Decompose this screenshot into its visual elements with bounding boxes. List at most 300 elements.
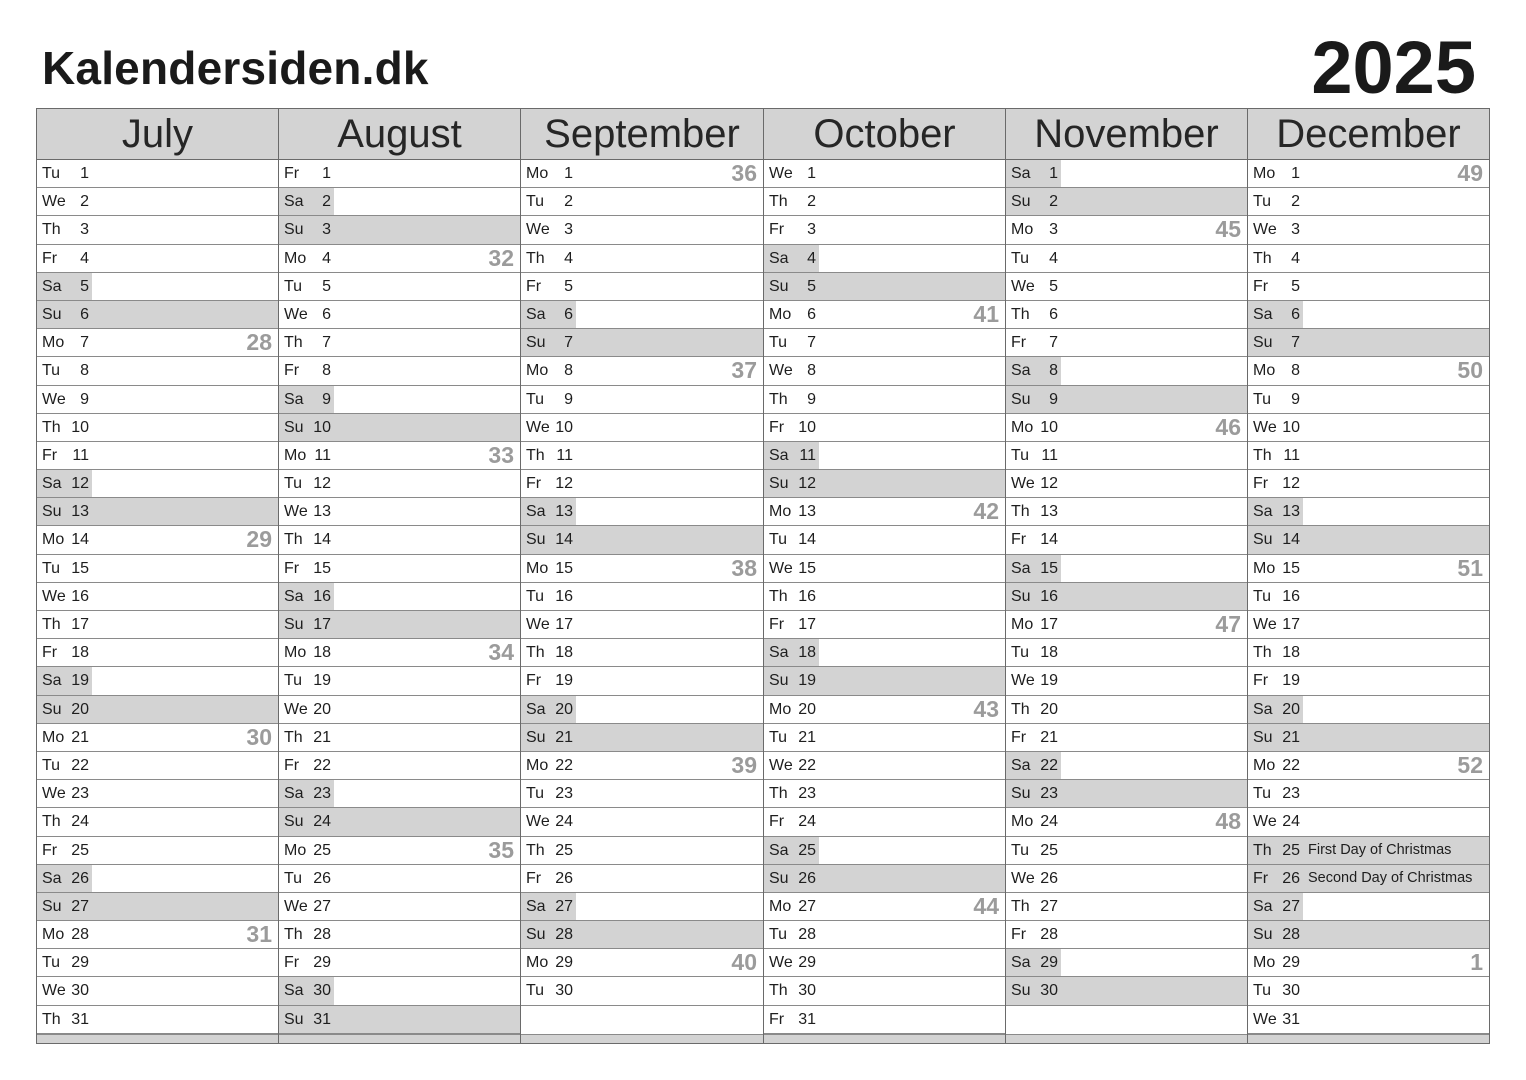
day-number: 7: [564, 334, 573, 352]
weekday-label: Fr: [1253, 475, 1269, 493]
day-row: [37, 386, 278, 414]
weekday-label: Fr: [284, 362, 300, 380]
weekday-label: Su: [284, 616, 304, 633]
day-row: [521, 357, 763, 385]
day-number: 5: [80, 277, 89, 295]
day-row: [1248, 949, 1489, 977]
weekday-label: Tu: [526, 982, 545, 1000]
day-row: [521, 977, 763, 1005]
day-number: 4: [80, 249, 89, 267]
calendar-grid: [36, 108, 1490, 1044]
weekday-label: Su: [769, 475, 789, 493]
weekday-label: Sa: [284, 982, 304, 1000]
week-number: 37: [731, 357, 757, 384]
day-row: [764, 1006, 1005, 1034]
weekday-label: Fr: [1011, 728, 1027, 746]
weekday-label: Sa: [284, 390, 304, 408]
day-number: 12: [71, 475, 89, 493]
day-number: 12: [1040, 475, 1058, 493]
day-row: [521, 865, 763, 893]
weekday-label: Th: [284, 728, 303, 746]
day-number: 25: [71, 841, 89, 859]
day-row: [279, 329, 520, 357]
day-row: [1006, 245, 1247, 273]
day-number: 15: [1282, 559, 1300, 577]
day-row: [764, 583, 1005, 611]
day-row: [521, 611, 763, 639]
day-number: 15: [1040, 559, 1058, 577]
day-row: [521, 752, 763, 780]
day-number: 6: [564, 305, 573, 323]
day-number: 23: [1040, 785, 1058, 803]
day-number: 2: [807, 193, 816, 211]
day-number: 5: [1049, 277, 1058, 295]
day-number: 28: [798, 926, 816, 944]
weekday-label: Fr: [526, 475, 542, 493]
day-number: 17: [71, 616, 89, 633]
year-title: 2025: [1311, 26, 1476, 109]
day-number: 3: [807, 221, 816, 239]
day-row: [764, 949, 1005, 977]
day-row: [279, 301, 520, 329]
day-row: [37, 808, 278, 836]
day-row: [279, 160, 520, 188]
day-row: [279, 414, 520, 442]
day-number: 22: [313, 756, 331, 774]
weekday-label: Th: [284, 334, 303, 352]
day-number: 29: [798, 954, 816, 972]
day-row: [521, 837, 763, 865]
weekday-label: Mo: [1011, 418, 1034, 436]
weekday-label: Mo: [284, 249, 307, 267]
day-row: [764, 667, 1005, 695]
holiday-label: First Day of Christmas: [1308, 841, 1452, 858]
weekday-label: Su: [42, 305, 62, 323]
day-row: [279, 977, 520, 1005]
day-row: [521, 780, 763, 808]
day-number: 24: [555, 813, 573, 831]
day-row: [1248, 555, 1489, 583]
weekday-label: Fr: [42, 446, 58, 464]
week-number: 48: [1215, 808, 1241, 835]
day-number: 2: [564, 193, 573, 211]
day-number: 13: [1040, 503, 1058, 521]
day-row: [279, 273, 520, 301]
day-row: [521, 329, 763, 357]
day-number: 24: [798, 813, 816, 831]
month-column-november: [1006, 109, 1248, 1043]
weekday-label: Sa: [42, 869, 62, 887]
day-row: [521, 639, 763, 667]
day-number: 15: [555, 559, 573, 577]
day-number: 3: [1049, 221, 1058, 239]
day-row: [37, 1006, 278, 1034]
day-number: 1: [807, 165, 816, 182]
weekday-label: Sa: [284, 587, 304, 605]
day-row: [1006, 526, 1247, 554]
week-number: 1: [1470, 949, 1483, 976]
day-number: 23: [1282, 785, 1300, 803]
weekday-label: We: [42, 587, 66, 605]
weekday-label: Tu: [1253, 390, 1272, 408]
day-number: 16: [1282, 587, 1300, 605]
month-header: July: [37, 109, 278, 160]
weekday-label: Mo: [1253, 954, 1276, 972]
day-number: 4: [564, 249, 573, 267]
month-column-september: [521, 109, 764, 1043]
weekday-label: We: [769, 954, 793, 972]
weekday-label: Fr: [284, 559, 300, 577]
day-row: [764, 526, 1005, 554]
day-number: 25: [1282, 841, 1300, 859]
day-number: 8: [564, 362, 573, 380]
day-number: 10: [1282, 418, 1300, 436]
weekday-label: Su: [42, 700, 62, 718]
day-number: 24: [71, 813, 89, 831]
day-row: [279, 921, 520, 949]
weekday-label: Tu: [1253, 982, 1272, 1000]
day-number: 20: [1040, 700, 1058, 718]
day-number: 9: [1291, 390, 1300, 408]
day-row: [37, 188, 278, 216]
day-number: 14: [798, 531, 816, 549]
weekday-label: Sa: [1011, 165, 1031, 182]
weekday-label: We: [1253, 418, 1277, 436]
day-number: 4: [322, 249, 331, 267]
day-number: 8: [1049, 362, 1058, 380]
day-number: 27: [71, 897, 89, 915]
day-row: [521, 893, 763, 921]
day-row: [1248, 583, 1489, 611]
day-row: [521, 273, 763, 301]
day-number: 31: [313, 1010, 331, 1028]
weekday-label: Mo: [526, 165, 549, 182]
day-row: [1248, 780, 1489, 808]
day-number: 14: [313, 531, 331, 549]
day-number: 12: [798, 475, 816, 493]
day-number: 21: [555, 728, 573, 746]
day-row: [764, 893, 1005, 921]
day-number: 25: [313, 841, 331, 859]
week-number: 49: [1457, 160, 1483, 186]
day-number: 21: [71, 728, 89, 746]
day-row: [1248, 611, 1489, 639]
weekday-label: Su: [42, 897, 62, 915]
day-row: [1006, 357, 1247, 385]
day-number: 18: [1282, 644, 1300, 662]
weekday-label: Su: [526, 926, 546, 944]
day-row: [764, 639, 1005, 667]
day-number: 27: [798, 897, 816, 915]
day-number: 23: [555, 785, 573, 803]
weekday-label: We: [284, 700, 308, 718]
week-number: 33: [488, 441, 514, 468]
week-number: 34: [488, 639, 514, 666]
day-number: 18: [313, 644, 331, 662]
week-number: 29: [246, 526, 272, 553]
day-row: [279, 639, 520, 667]
day-row: [1006, 808, 1247, 836]
day-row: [37, 301, 278, 329]
weekday-label: Su: [1253, 728, 1273, 746]
month-header: September: [521, 109, 763, 160]
weekday-label: Mo: [1253, 756, 1276, 774]
day-row: [1248, 329, 1489, 357]
weekday-label: Mo: [526, 559, 549, 577]
day-row: [37, 696, 278, 724]
weekday-label: Sa: [1253, 305, 1273, 323]
weekday-label: Mo: [42, 531, 65, 549]
weekday-label: We: [526, 418, 550, 436]
weekday-label: Fr: [526, 869, 542, 887]
day-row: [764, 414, 1005, 442]
day-row: [37, 526, 278, 554]
day-row: [37, 442, 278, 470]
day-number: 5: [1291, 277, 1300, 295]
weekday-label: We: [526, 616, 550, 633]
weekday-label: Su: [1253, 334, 1273, 352]
weekday-label: Mo: [526, 954, 549, 972]
day-number: 24: [313, 813, 331, 831]
weekday-label: Su: [1011, 785, 1031, 803]
day-row: [1248, 160, 1489, 188]
weekday-label: Fr: [769, 221, 785, 239]
day-number: 28: [313, 926, 331, 944]
day-row: [279, 555, 520, 583]
day-row: [521, 386, 763, 414]
month-column-october: [764, 109, 1006, 1043]
weekday-label: Fr: [284, 165, 300, 182]
day-row: [1006, 611, 1247, 639]
day-number: 19: [1282, 672, 1300, 690]
day-number: 25: [798, 841, 816, 859]
day-row: [37, 470, 278, 498]
weekday-label: Fr: [42, 644, 58, 662]
day-row: [37, 498, 278, 526]
day-number: 29: [1282, 954, 1300, 972]
week-number: 46: [1215, 413, 1241, 440]
day-number: 28: [1282, 926, 1300, 944]
week-number: 47: [1215, 611, 1241, 637]
day-number: 27: [1282, 897, 1300, 915]
day-number: 8: [807, 362, 816, 380]
weekday-label: Mo: [769, 305, 792, 323]
weekday-label: Sa: [1253, 503, 1273, 521]
day-number: 6: [80, 305, 89, 323]
day-number: 20: [313, 700, 331, 718]
weekday-label: Th: [1011, 503, 1030, 521]
weekday-label: Tu: [769, 728, 788, 746]
day-row: [37, 921, 278, 949]
day-row: [37, 216, 278, 244]
day-row: [37, 245, 278, 273]
weekday-label: Sa: [284, 785, 304, 803]
month-header: October: [764, 109, 1005, 160]
week-number: 35: [488, 836, 514, 863]
weekday-label: We: [769, 165, 793, 182]
day-row: [1006, 160, 1247, 188]
day-row: [764, 301, 1005, 329]
day-number: 20: [1282, 700, 1300, 718]
day-row: [279, 470, 520, 498]
day-row: [37, 329, 278, 357]
day-number: 9: [807, 390, 816, 408]
week-number: 31: [246, 921, 272, 948]
day-row: [1006, 470, 1247, 498]
day-number: 18: [555, 644, 573, 662]
day-number: 7: [322, 334, 331, 352]
weekday-label: Sa: [1011, 559, 1031, 577]
day-row: [764, 611, 1005, 639]
day-number: 5: [564, 277, 573, 295]
day-row: [1006, 865, 1247, 893]
day-row: [764, 921, 1005, 949]
weekday-label: Su: [1253, 531, 1273, 549]
day-row: [521, 498, 763, 526]
day-row: [279, 667, 520, 695]
week-number: 42: [973, 498, 999, 525]
weekday-label: Sa: [769, 644, 789, 662]
day-row: [279, 245, 520, 273]
day-row: [37, 583, 278, 611]
weekday-label: Su: [284, 1010, 304, 1028]
day-number: 17: [1040, 616, 1058, 633]
day-number: 27: [313, 897, 331, 915]
week-number: 28: [246, 329, 272, 356]
week-number: 52: [1457, 751, 1483, 778]
day-row: [764, 865, 1005, 893]
weekday-label: Tu: [1253, 193, 1272, 211]
day-number: 12: [313, 475, 331, 493]
weekday-label: Mo: [769, 897, 792, 915]
month-column-december: [1248, 109, 1489, 1043]
day-row: [764, 216, 1005, 244]
weekday-label: Tu: [1011, 249, 1030, 267]
day-number: 17: [798, 616, 816, 633]
day-row: [37, 780, 278, 808]
weekday-label: We: [1011, 475, 1035, 493]
weekday-label: Sa: [42, 277, 62, 295]
weekday-label: Sa: [284, 193, 304, 211]
weekday-label: Tu: [42, 954, 61, 972]
weekday-label: Sa: [42, 475, 62, 493]
day-number: 16: [555, 587, 573, 605]
day-number: 20: [555, 700, 573, 718]
day-row: [764, 188, 1005, 216]
day-row: [279, 780, 520, 808]
column-footer-band: [1006, 1034, 1247, 1043]
weekday-label: Th: [1253, 644, 1272, 662]
day-row: [764, 442, 1005, 470]
weekday-label: Su: [769, 672, 789, 690]
day-row: [1248, 808, 1489, 836]
weekday-label: Su: [284, 418, 304, 436]
day-number: 31: [798, 1010, 816, 1028]
day-number: 2: [1291, 193, 1300, 211]
weekday-label: Fr: [42, 841, 58, 859]
weekday-label: Tu: [42, 559, 61, 577]
day-number: 28: [71, 926, 89, 944]
day-number: 17: [555, 616, 573, 633]
day-number: 16: [798, 587, 816, 605]
day-row: [279, 696, 520, 724]
day-row: [521, 921, 763, 949]
day-number: 19: [555, 672, 573, 690]
weekday-label: We: [1253, 221, 1277, 239]
day-number: 14: [71, 531, 89, 549]
day-number: 29: [1040, 954, 1058, 972]
day-row: [764, 977, 1005, 1005]
day-number: 20: [71, 700, 89, 718]
week-number: 32: [488, 244, 514, 271]
day-number: 11: [1283, 446, 1300, 464]
month-header: November: [1006, 109, 1247, 160]
day-row: [1006, 949, 1247, 977]
day-row: [1006, 752, 1247, 780]
day-number: 11: [72, 446, 89, 464]
day-number: 6: [807, 305, 816, 323]
weekday-label: Fr: [1011, 334, 1027, 352]
day-row: [1006, 386, 1247, 414]
column-footer-band: [521, 1034, 763, 1043]
day-row: [521, 555, 763, 583]
weekday-label: Sa: [42, 672, 62, 690]
day-number: 18: [71, 644, 89, 662]
weekday-label: Fr: [1253, 672, 1269, 690]
day-number: 4: [1291, 249, 1300, 267]
weekday-label: We: [769, 559, 793, 577]
day-number: 22: [1282, 756, 1300, 774]
day-row: [764, 498, 1005, 526]
day-row: [37, 639, 278, 667]
day-number: 19: [313, 672, 331, 690]
day-number: 30: [1040, 982, 1058, 1000]
day-number: 17: [1282, 616, 1300, 633]
weekday-label: Tu: [769, 926, 788, 944]
day-row: [764, 780, 1005, 808]
week-number: 51: [1457, 554, 1483, 581]
day-row: [279, 808, 520, 836]
day-number: 22: [1040, 756, 1058, 774]
day-row: [521, 526, 763, 554]
day-row: [37, 752, 278, 780]
weekday-label: Fr: [526, 672, 542, 690]
weekday-label: We: [1011, 672, 1035, 690]
weekday-label: Fr: [769, 418, 785, 436]
weekday-label: Tu: [1253, 587, 1272, 605]
day-number: 27: [1040, 897, 1058, 915]
weekday-label: Th: [769, 587, 788, 605]
day-row: [1248, 357, 1489, 385]
weekday-label: Mo: [769, 503, 792, 521]
weekday-label: Mo: [769, 700, 792, 718]
weekday-label: Fr: [1011, 531, 1027, 549]
day-number: 14: [1040, 531, 1058, 549]
day-row: [1248, 977, 1489, 1005]
day-number: 4: [807, 249, 816, 267]
day-row: [1248, 414, 1489, 442]
month-column-august: [279, 109, 521, 1043]
day-number: 11: [799, 446, 816, 464]
day-number: 7: [80, 334, 89, 352]
weekday-label: Tu: [526, 785, 545, 803]
day-number: 6: [322, 305, 331, 323]
weekday-label: Th: [42, 813, 61, 831]
day-number: 1: [80, 165, 89, 182]
day-number: 1: [564, 165, 573, 182]
day-number: 9: [564, 390, 573, 408]
day-number: 20: [798, 700, 816, 718]
